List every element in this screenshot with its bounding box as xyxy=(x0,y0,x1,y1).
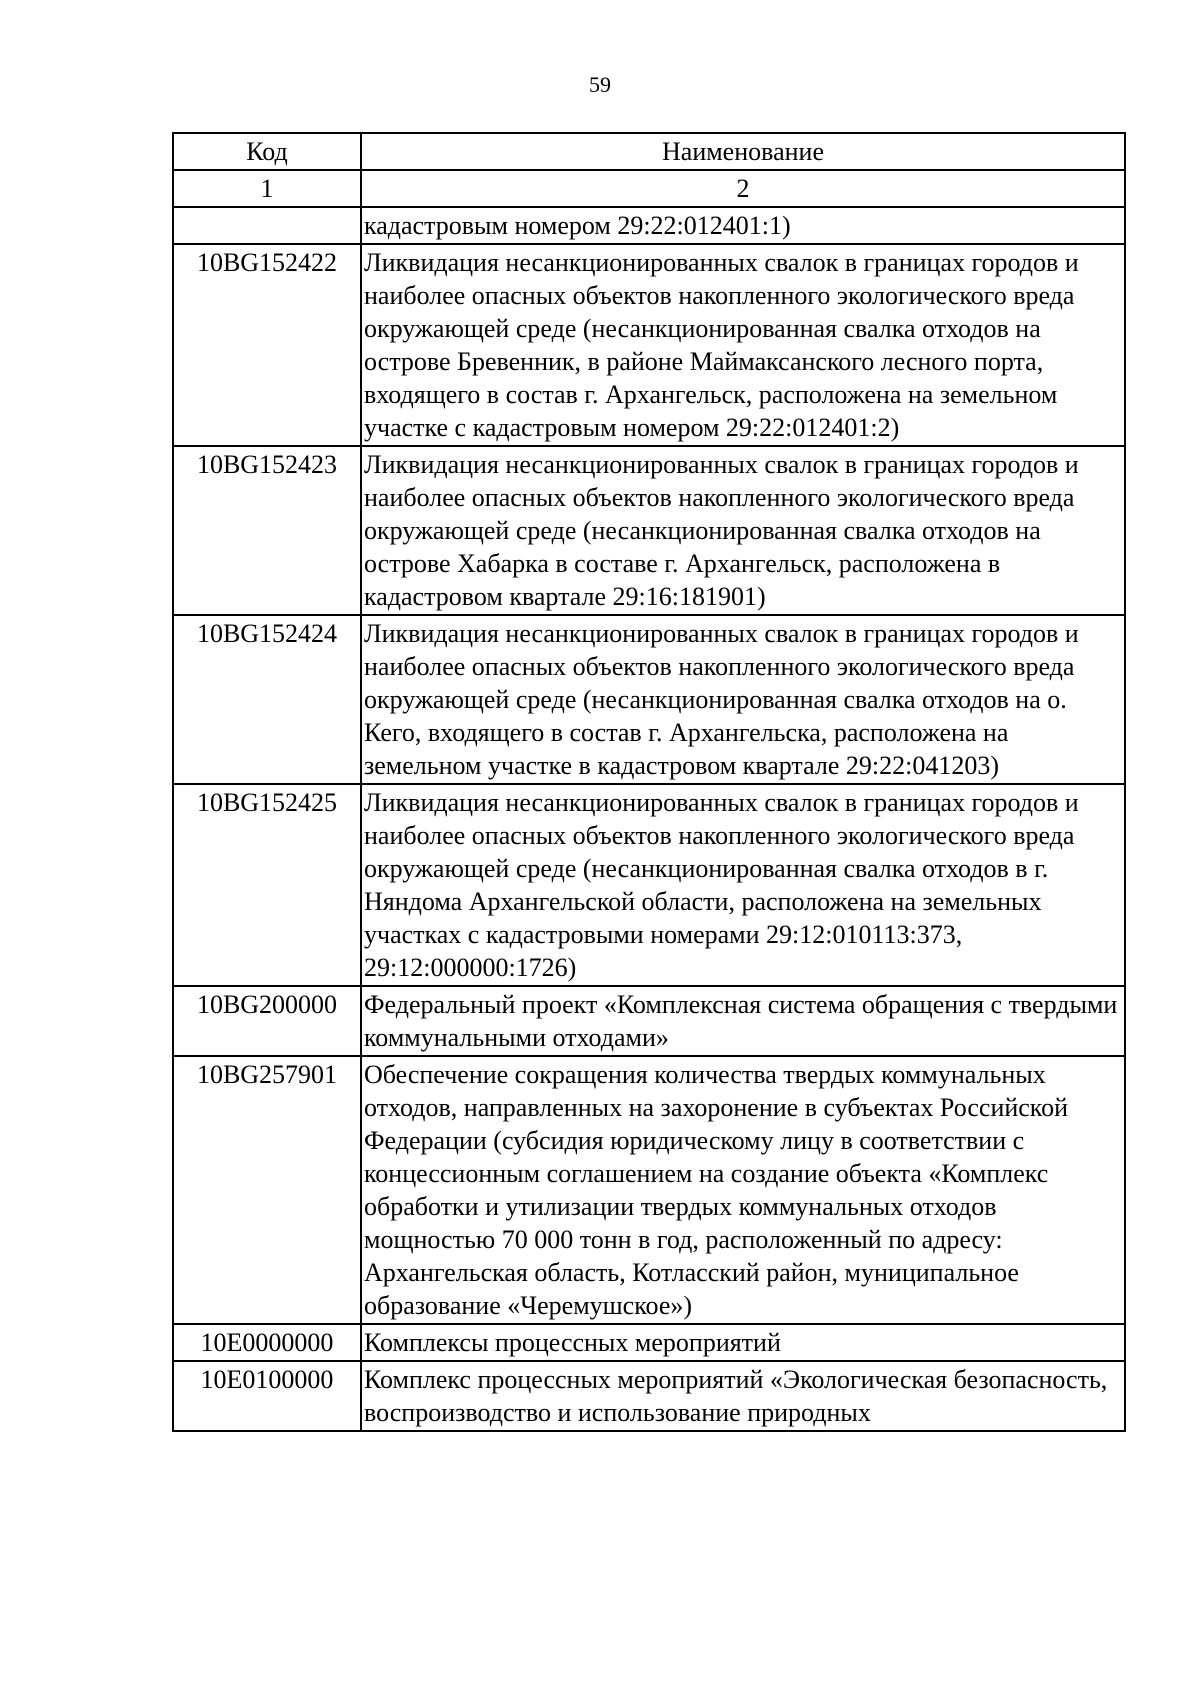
table-row xyxy=(173,1056,1125,1324)
header-name: Наименование xyxy=(361,133,1125,170)
table-row xyxy=(173,207,1125,244)
table-row xyxy=(173,986,1125,1056)
table-row xyxy=(173,784,1125,986)
row-name: Ликвидация несанкционированных свалок в границах городов и наиболее опасных объектов накопленного экологического вреда окружающей среде (несанкционированная свалка отходов на острове Бревенник, в районе Маймаксанского лесного порта, входящего в состав г. Архангельск, расположена на земельном участке с кадастровым номером 29:22:012401:2) xyxy=(361,244,1125,446)
row-code: 10BG257901 xyxy=(173,1056,361,1324)
column-number-name: 2 xyxy=(361,170,1125,207)
header-code: Код xyxy=(173,133,361,170)
row-name: Комплекс процессных мероприятий «Экологическая безопасность, воспроизводство и использование природных xyxy=(361,1361,1125,1431)
table-row xyxy=(173,615,1125,784)
row-name: Комплексы процессных мероприятий xyxy=(361,1324,1125,1361)
row-code: 10BG152425 xyxy=(173,784,361,986)
page-number: 59 xyxy=(589,72,611,97)
column-number-row xyxy=(173,170,1125,207)
row-name: Ликвидация несанкционированных свалок в границах городов и наиболее опасных объектов накопленного экологического вреда окружающей среде (несанкционированная свалка отходов на о. Кего, входящего в состав г. Архангельска, расположена на земельном участке в кадастровом квартале 29:22:041203) xyxy=(361,615,1125,784)
row-name: Обеспечение сокращения количества твердых коммунальных отходов, направленных на захоронение в субъектах Российской Федерации (субсидия юридическому лицу в соответствии с концессионным соглашением на создание объекта «Комплекс обработки и утилизации твердых коммунальных отходов мощностью 70 000 тонн в год, расположенный по адресу: Архангельская область, Котласский район, муниципальное образование «Черемушское») xyxy=(361,1056,1125,1324)
table-row xyxy=(173,1361,1125,1431)
row-code xyxy=(173,207,361,244)
table-row xyxy=(173,1324,1125,1361)
row-name: Федеральный проект «Комплексная система обращения с твердыми коммунальными отходами» xyxy=(361,986,1125,1056)
row-name: кадастровым номером 29:22:012401:1) xyxy=(361,207,1125,244)
row-code: 10E0100000 xyxy=(173,1361,361,1431)
table-header-row xyxy=(173,133,1125,170)
row-name: Ликвидация несанкционированных свалок в границах городов и наиболее опасных объектов накопленного экологического вреда окружающей среде (несанкционированная свалка отходов на острове Хабарка в составе г. Архангельск, расположена в кадастровом квартале 29:16:181901) xyxy=(361,446,1125,615)
row-code: 10BG200000 xyxy=(173,986,361,1056)
classification-table xyxy=(172,132,1126,1432)
row-code: 10BG152422 xyxy=(173,244,361,446)
table-row xyxy=(173,446,1125,615)
table-row xyxy=(173,244,1125,446)
row-name: Ликвидация несанкционированных свалок в границах городов и наиболее опасных объектов накопленного экологического вреда окружающей среде (несанкционированная свалка отходов в г. Няндома Архангельской области, расположена на земельных участках с кадастровыми номерами 29:12:010113:373, 29:12:000000:1726) xyxy=(361,784,1125,986)
row-code: 10BG152424 xyxy=(173,615,361,784)
row-code: 10E0000000 xyxy=(173,1324,361,1361)
row-code: 10BG152423 xyxy=(173,446,361,615)
column-number-code: 1 xyxy=(173,170,361,207)
